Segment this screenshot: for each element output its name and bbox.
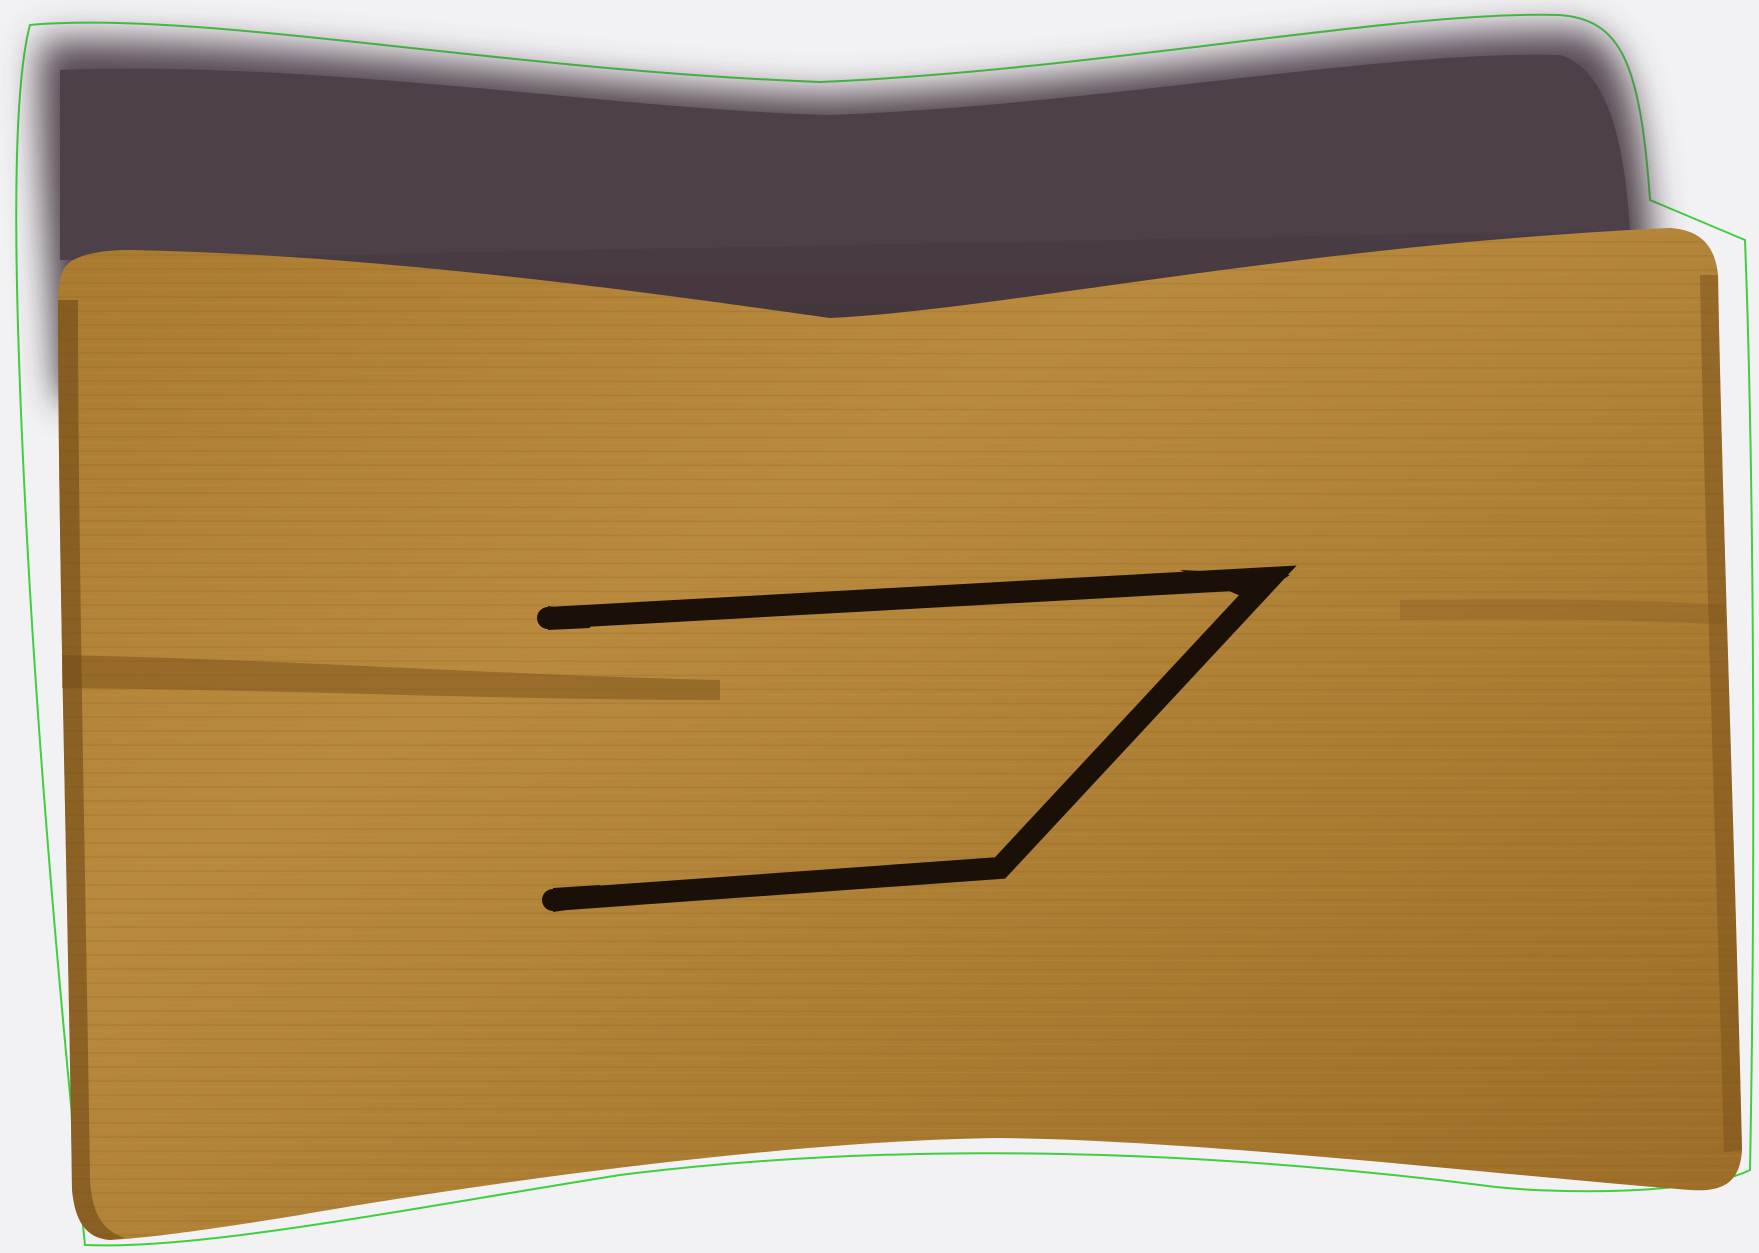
wood-grain — [58, 228, 1742, 1240]
